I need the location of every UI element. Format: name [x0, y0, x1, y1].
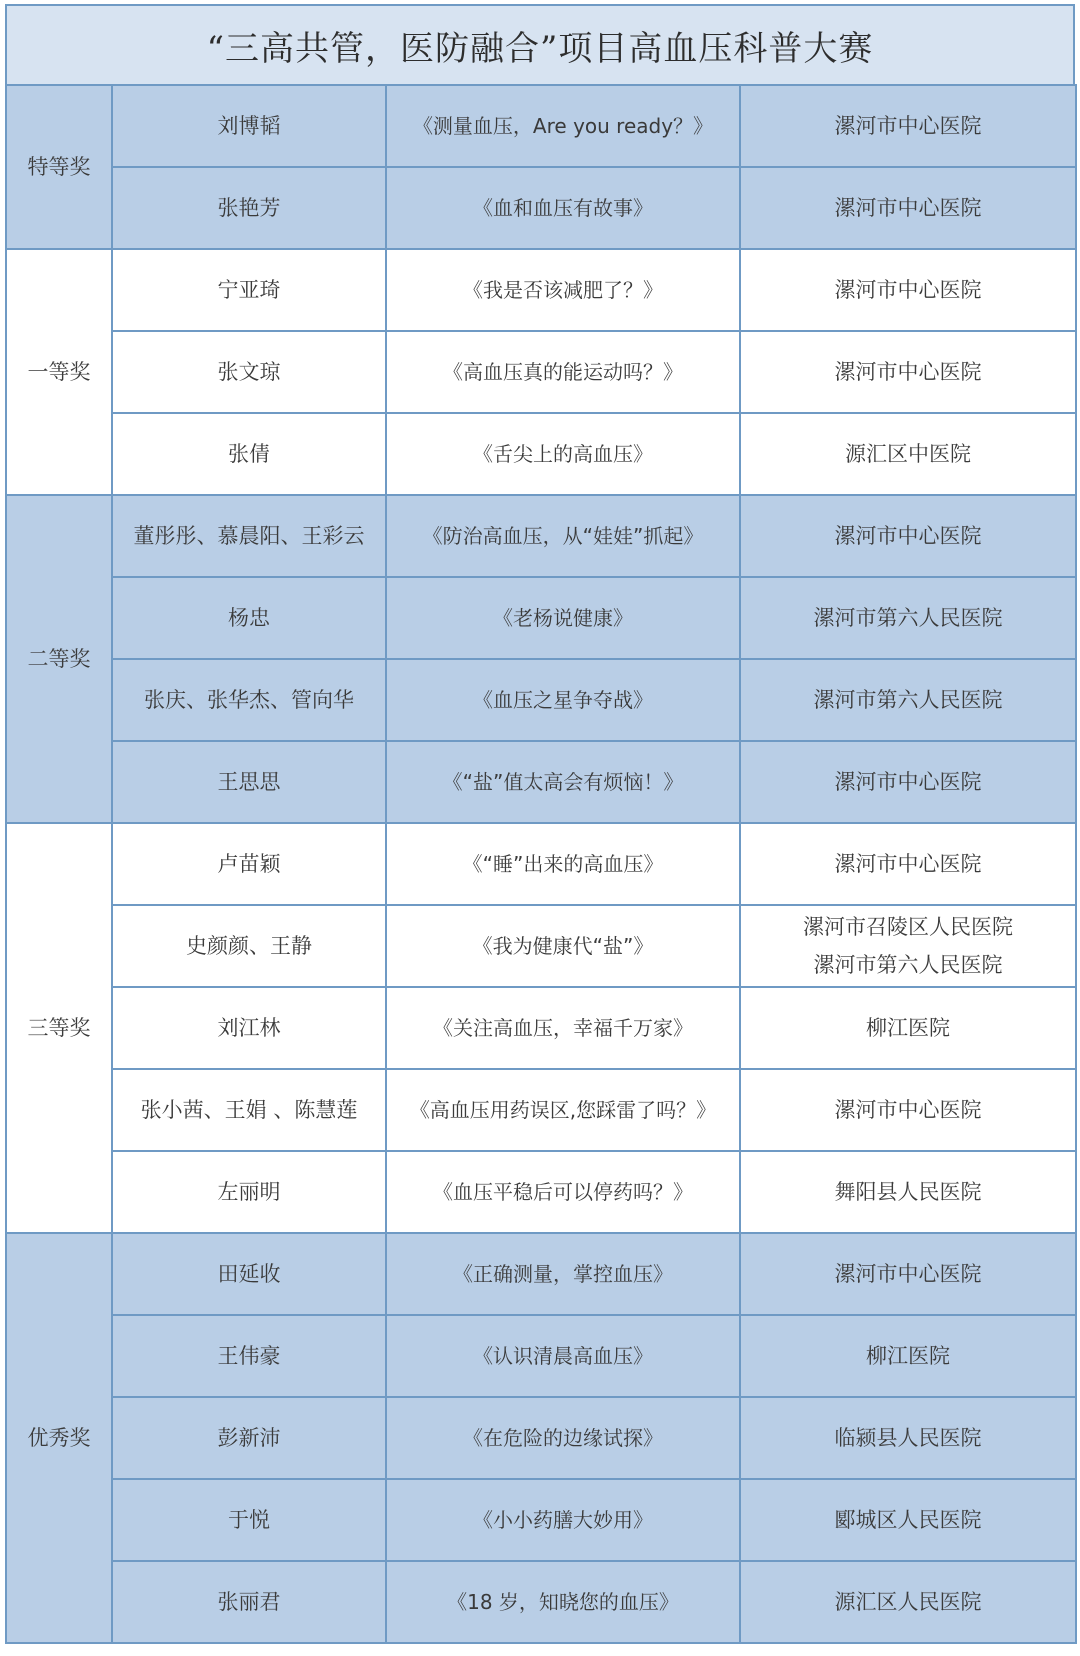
winner-name-cell: 张小茜、王娟 、陈慧莲: [112, 1069, 386, 1151]
award-level-cell: 一等奖: [6, 249, 112, 495]
award-level-cell: 优秀奖: [6, 1233, 112, 1643]
organization-cell: [740, 249, 1076, 331]
organization-line: 漯河市中心医院: [834, 1262, 982, 1286]
organization-cell: [740, 413, 1076, 495]
work-title-cell: 《高血压用药误区,您踩雷了吗？》: [386, 1069, 740, 1151]
winner-name-cell: 于悦: [112, 1479, 386, 1561]
organization-cell: [740, 1479, 1076, 1561]
work-title-cell: 《认识清晨高血压》: [386, 1315, 740, 1397]
organization-line: 郾城区人民医院: [834, 1508, 982, 1532]
organization-cell: [740, 823, 1076, 905]
table-row: [6, 1151, 1076, 1233]
table-row: [6, 1479, 1076, 1561]
winner-name-cell: 张倩: [112, 413, 386, 495]
work-title-cell: 《血压之星争夺战》: [386, 659, 740, 741]
organization-cell: [740, 577, 1076, 659]
organization-line: 漯河市中心医院: [834, 1098, 982, 1122]
winner-name-cell: 卢苗颖: [112, 823, 386, 905]
table-row: [6, 823, 1076, 905]
table-row: [6, 1561, 1076, 1643]
page-title: “三高共管，医防融合”项目高血压科普大赛: [5, 4, 1075, 84]
organization-line: 临颍县人民医院: [834, 1426, 982, 1450]
work-title-cell: 《关注高血压，幸福千万家》: [386, 987, 740, 1069]
winner-name-cell: 王伟豪: [112, 1315, 386, 1397]
table-row: [6, 659, 1076, 741]
organization-line: 漯河市中心医院: [834, 196, 982, 220]
table-row: [6, 1233, 1076, 1315]
winner-name-cell: 宁亚琦: [112, 249, 386, 331]
work-title-cell: 《测量血压，Are you ready？》: [386, 85, 740, 167]
winner-name-cell: 张艳芳: [112, 167, 386, 249]
award-table: [5, 84, 1077, 1644]
work-title-cell: 《正确测量，掌控血压》: [386, 1233, 740, 1315]
work-title-cell: 《血压平稳后可以停药吗？》: [386, 1151, 740, 1233]
winner-name-cell: 刘博韬: [112, 85, 386, 167]
organization-line: 漯河市第六人民医院: [813, 953, 1003, 977]
work-title-cell: 《高血压真的能运动吗？》: [386, 331, 740, 413]
award-level-cell: 三等奖: [6, 823, 112, 1233]
winner-name-cell: 王思思: [112, 741, 386, 823]
organization-cell: [740, 331, 1076, 413]
table-row: [6, 249, 1076, 331]
work-title-cell: 《小小药膳大妙用》: [386, 1479, 740, 1561]
organization-line: 漯河市中心医院: [834, 114, 982, 138]
work-title-cell: 《“盐”值太高会有烦恼！》: [386, 741, 740, 823]
winner-name-cell: 董彤彤、慕晨阳、王彩云: [112, 495, 386, 577]
organization-cell: [740, 905, 1076, 987]
award-level-cell: 二等奖: [6, 495, 112, 823]
work-title-cell: 《我是否该减肥了？》: [386, 249, 740, 331]
organization-line: 漯河市第六人民医院: [813, 688, 1003, 712]
organization-line: 源汇区中医院: [845, 442, 971, 466]
work-title-cell: 《血和血压有故事》: [386, 167, 740, 249]
work-title-cell: 《在危险的边缘试探》: [386, 1397, 740, 1479]
organization-cell: [740, 659, 1076, 741]
work-title-cell: 《18 岁，知晓您的血压》: [386, 1561, 740, 1643]
work-title-cell: 《防治高血压，从“娃娃”抓起》: [386, 495, 740, 577]
organization-cell: [740, 1233, 1076, 1315]
award-level-cell: 特等奖: [6, 85, 112, 249]
table-row: [6, 1315, 1076, 1397]
organization-line: 柳江医院: [866, 1016, 950, 1040]
award-sheet: [5, 4, 1075, 1644]
organization-cell: [740, 987, 1076, 1069]
winner-name-cell: 彭新沛: [112, 1397, 386, 1479]
winner-name-cell: 杨忠: [112, 577, 386, 659]
organization-cell: [740, 1561, 1076, 1643]
organization-line: 漯河市中心医院: [834, 278, 982, 302]
organization-cell: [740, 167, 1076, 249]
winner-name-cell: 张文琼: [112, 331, 386, 413]
work-title-cell: 《舌尖上的高血压》: [386, 413, 740, 495]
organization-cell: [740, 1315, 1076, 1397]
table-row: [6, 413, 1076, 495]
table-row: [6, 905, 1076, 987]
organization-line: 漯河市中心医院: [834, 524, 982, 548]
winner-name-cell: 田延收: [112, 1233, 386, 1315]
organization-line: 漯河市召陵区人民医院: [803, 915, 1013, 939]
winner-name-cell: 史颜颜、王静: [112, 905, 386, 987]
organization-cell: [740, 1151, 1076, 1233]
table-row: [6, 495, 1076, 577]
organization-cell: [740, 1069, 1076, 1151]
table-row: [6, 987, 1076, 1069]
work-title-cell: 《我为健康代“盐”》: [386, 905, 740, 987]
table-row: [6, 1069, 1076, 1151]
organization-line: 漯河市第六人民医院: [813, 606, 1003, 630]
organization-line: 源汇区人民医院: [834, 1590, 982, 1614]
organization-line: 漯河市中心医院: [834, 770, 982, 794]
organization-cell: [740, 741, 1076, 823]
work-title-cell: 《“睡”出来的高血压》: [386, 823, 740, 905]
organization-cell: [740, 85, 1076, 167]
table-row: [6, 741, 1076, 823]
table-row: [6, 1397, 1076, 1479]
winner-name-cell: 张庆、张华杰、管向华: [112, 659, 386, 741]
table-row: [6, 577, 1076, 659]
winner-name-cell: 刘江林: [112, 987, 386, 1069]
table-row: [6, 167, 1076, 249]
winner-name-cell: 左丽明: [112, 1151, 386, 1233]
organization-cell: [740, 1397, 1076, 1479]
organization-line: 舞阳县人民医院: [834, 1180, 982, 1204]
table-row: [6, 331, 1076, 413]
organization-line: 漯河市中心医院: [834, 360, 982, 384]
award-table-body: [6, 85, 1076, 1643]
organization-line: 柳江医院: [866, 1344, 950, 1368]
work-title-cell: 《老杨说健康》: [386, 577, 740, 659]
organization-line: 漯河市中心医院: [834, 852, 982, 876]
organization-cell: [740, 495, 1076, 577]
winner-name-cell: 张丽君: [112, 1561, 386, 1643]
table-row: [6, 85, 1076, 167]
